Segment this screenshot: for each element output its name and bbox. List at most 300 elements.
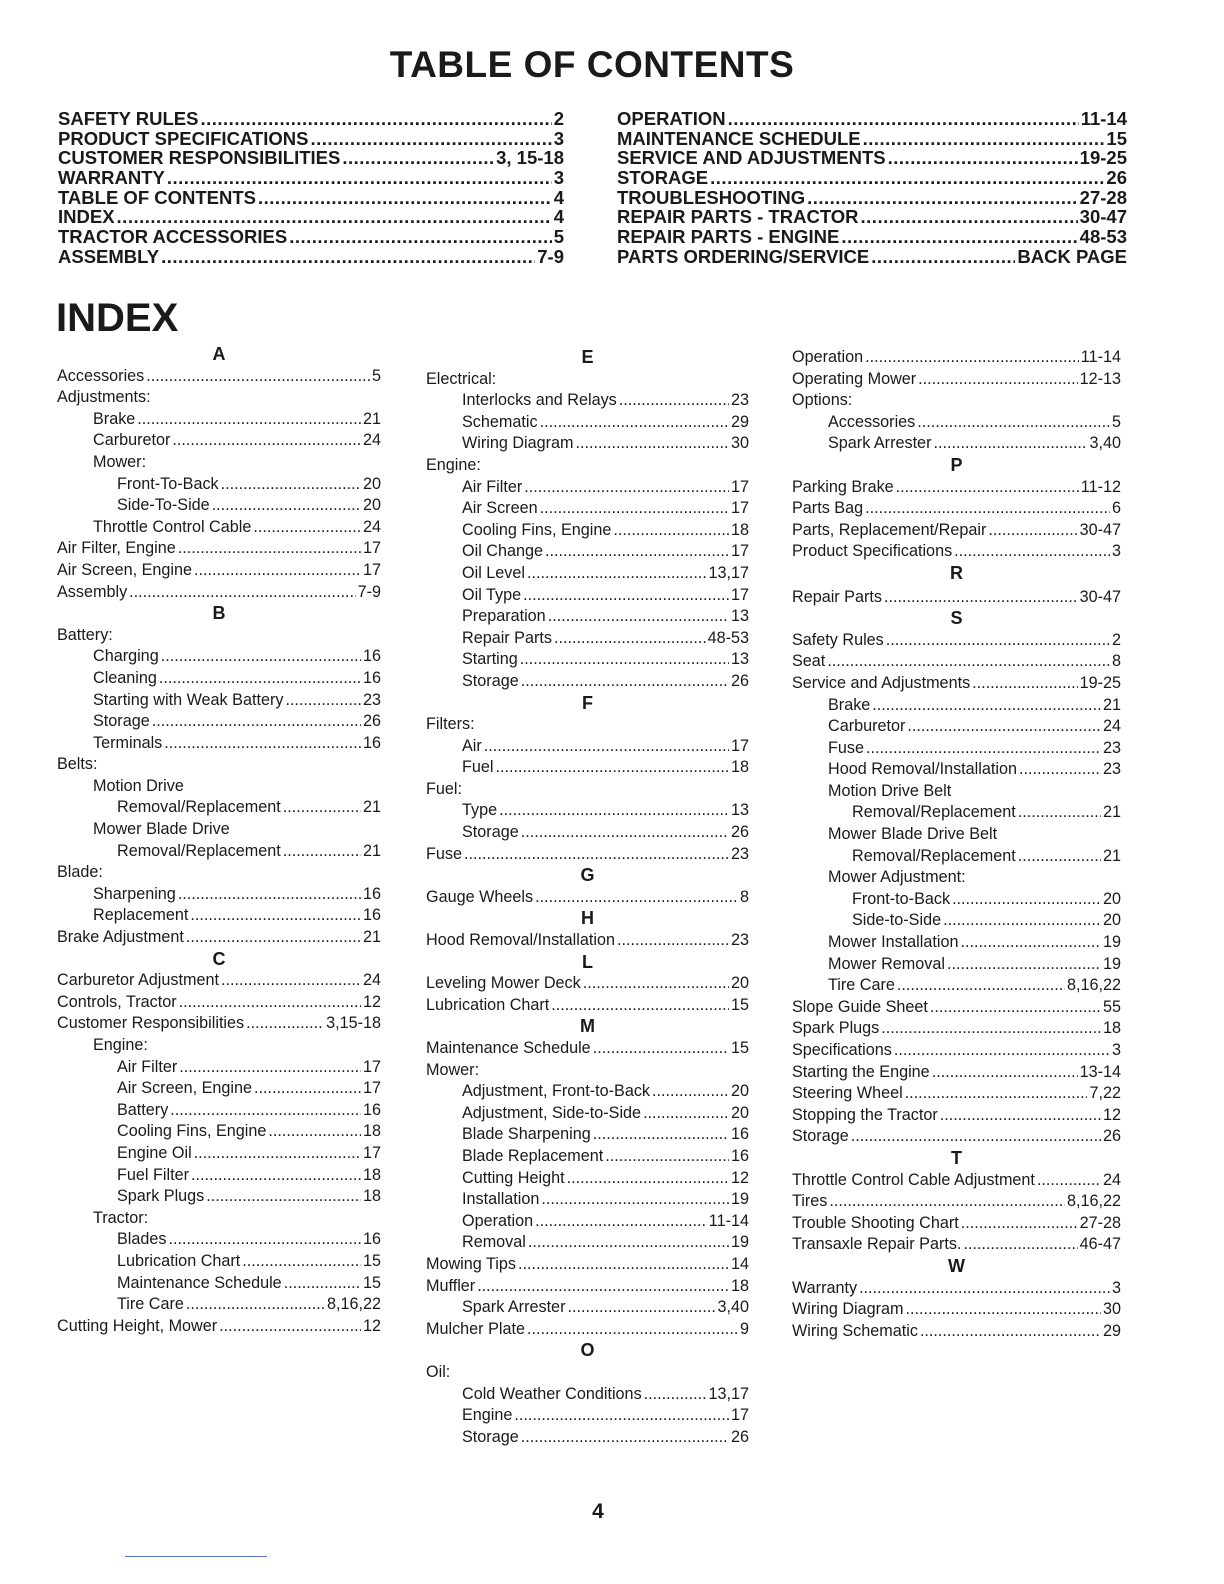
index-entry-label: Schematic [462,412,538,431]
toc-entry [58,207,564,227]
index-entry-page: 24 [1102,1170,1121,1189]
index-entry-page: 16 [362,668,381,687]
index-entry-page: 11-12 [1080,477,1121,496]
index-entry-page: 13 [730,607,749,626]
index-group-heading: Fuel: [426,779,462,798]
index-column-1 [57,344,381,1337]
index-entry-page: 17 [730,542,749,561]
toc-entry [617,227,1127,247]
index-entry-page: 16 [362,906,381,925]
index-entry-page: 20 [1102,889,1121,908]
index-entry-page: 30 [1102,1300,1121,1319]
dot-leader [861,207,1078,227]
index-letter-heading: P [950,454,963,475]
index-entry [57,841,381,863]
dot-leader [253,517,361,539]
index-entry [426,433,749,455]
index-entry-label: Stopping the Tractor [792,1105,938,1124]
index-entry-page: 20 [1102,911,1121,930]
index-entry [792,932,1121,954]
index-entry-label: Blade Sharpening [462,1125,591,1144]
index-group-heading: Mower Adjustment: [828,868,966,887]
index-entry-label: Air Filter [117,1057,178,1076]
index-entry [57,538,381,560]
index-entry-page: 3,40 [1089,434,1121,453]
dot-leader [521,1427,729,1449]
dot-leader [917,412,1110,434]
index-entry-page: 23 [362,690,381,709]
index-entry-label: Service and Adjustments [792,673,971,692]
index-entry-label: Storage [792,1127,849,1146]
index-entry-page: 3 [1111,1278,1121,1297]
index-entry-page: 13 [730,650,749,669]
index-entry-page: 15 [730,995,749,1014]
index-entry [792,738,1121,760]
index-letter-heading: L [582,951,593,972]
index-entry-page: 23 [1102,738,1121,757]
dot-leader [523,585,729,607]
dot-leader [644,1384,707,1406]
dot-leader [1018,802,1101,824]
index-entry [57,366,381,388]
index-entry [57,927,381,949]
index-entry-label: Charging [93,647,159,666]
index-entry [57,646,381,668]
index-entry-page: 21 [362,798,381,817]
index-entry [426,844,749,866]
index-group-heading: Options: [792,391,853,410]
dot-leader [617,930,729,952]
index-group-heading: Motion Drive Belt [828,781,952,800]
index-entry [426,930,749,952]
index-entry-page: 2 [1111,630,1121,649]
toc-entry-label: REPAIR PARTS - ENGINE [617,226,840,248]
index-entry-label: Controls, Tractor [57,992,177,1011]
index-entry-label: Warranty [792,1278,858,1297]
dot-leader [567,1168,729,1190]
index-entry-page: 18 [730,520,749,539]
index-entry-page: 23 [730,391,749,410]
dot-leader [963,1234,1077,1256]
toc-entry [617,109,1127,129]
toc-entry-label: PRODUCT SPECIFICATIONS [58,127,309,149]
index-entry-label: Type [462,801,498,820]
index-entry-label: Transaxle Repair Parts. [792,1235,962,1254]
index-entry-label: Repair Parts [462,628,552,647]
index-entry [426,1211,749,1233]
index-entry [57,711,381,733]
index-entry-label: Replacement [93,906,189,925]
index-group-heading: Battery: [57,625,113,644]
index-entry-label: Fuel [462,758,494,777]
index-entry-page: 21 [1102,803,1121,822]
index-entry-page: 15 [362,1273,381,1292]
index-entry-label: Accessories [57,366,145,385]
dot-leader [619,390,729,412]
index-group-heading: Mower: [93,452,147,471]
index-entry-page: 11-14 [708,1211,749,1230]
index-entry-page: 27-28 [1079,1213,1121,1232]
index-entry-page: 12 [1102,1105,1121,1124]
index-entry [57,582,381,604]
index-entry-label: Air Filter [462,477,523,496]
index-entry-page: 19 [1102,933,1121,952]
toc-right-column [617,109,1127,267]
index-entry-label: Mower Removal [828,954,945,973]
index-entry-label: Brake [93,409,136,428]
dot-leader [212,495,361,517]
index-entry-label: Maintenance Schedule [117,1273,282,1292]
index-entry [426,1427,749,1449]
dot-leader [219,1316,361,1338]
dot-leader [865,498,1110,520]
index-entry [426,800,749,822]
index-entry-label: Wiring Diagram [792,1300,904,1319]
dot-leader [499,800,729,822]
index-entry-page: 17 [730,1406,749,1425]
index-entry-label: Blades [117,1230,167,1249]
index-entry-label: Fuse [426,844,462,863]
index-entry [426,757,749,779]
index-entry-label: Side-To-Side [117,496,210,515]
dot-leader [191,1165,361,1187]
toc-entry-label: OPERATION [617,108,726,129]
dot-leader [643,1103,729,1125]
index-entry [57,517,381,539]
index-entry-label: Air Screen, Engine [57,560,192,579]
index-entry [426,606,749,628]
index-group-heading: Adjustments: [57,388,151,407]
index-entry-page: 5 [1111,412,1121,431]
index-entry-page: 13-14 [1079,1062,1121,1081]
index-entry-page: 24 [362,971,381,990]
index-entry [57,1057,381,1079]
toc-entry-page: 11-14 [1080,108,1127,129]
index-letter-heading: E [581,347,594,367]
dot-leader [954,541,1110,563]
dot-leader [514,1405,729,1427]
dot-leader [194,560,361,582]
index-entry-page: 12 [362,1316,381,1335]
index-entry-page: 17 [730,499,749,518]
dot-leader [129,582,355,604]
dot-leader [178,884,361,906]
index-group-heading: Filters: [426,715,475,734]
index-entry-label: Removal/Replacement [852,803,1016,822]
toc-entry [58,227,564,247]
index-entry-label: Removal/Replacement [117,841,281,860]
index-group-heading: Oil: [426,1362,451,1381]
dot-leader [179,992,361,1014]
dot-leader [920,1321,1101,1343]
index-entry-label: Assembly [57,582,128,601]
index-entry [57,992,381,1014]
index-title: INDEX [56,296,179,340]
index-entry-page: 23 [1102,760,1121,779]
dot-leader [896,477,1079,499]
page-number: 4 [592,1500,604,1523]
toc-entry-page: 27-28 [1079,186,1127,208]
dot-leader [285,690,361,712]
index-entry [792,975,1121,997]
index-entry-label: Customer Responsibilities [57,1014,245,1033]
toc-left-column [58,109,564,267]
index-entry [426,1276,749,1298]
index-entry-label: Oil Type [462,585,522,604]
dot-leader [521,671,729,693]
dot-leader [894,1040,1110,1062]
index-entry [426,563,749,585]
index-entry [792,477,1121,499]
dot-leader [593,1124,729,1146]
toc-entry-page: 15 [1106,127,1127,149]
dot-leader [464,844,729,866]
index-entry-page: 8,16,22 [1066,1192,1121,1211]
dot-leader [520,649,729,671]
dot-leader [179,1057,361,1079]
index-entry-label: Parking Brake [792,477,894,496]
toc-entry [58,129,564,149]
index-entry-page: 12 [362,992,381,1011]
dot-leader [527,563,707,585]
dot-leader [918,369,1077,391]
index-letter-heading: H [581,908,594,929]
toc-entry-page: 26 [1106,167,1127,189]
dot-leader [170,1100,361,1122]
index-entry-page: 26 [362,712,381,731]
dot-leader [851,1126,1101,1148]
toc-entry [617,207,1127,227]
dot-leader [988,520,1077,542]
dot-leader [865,347,1079,369]
index-entry [792,1062,1121,1084]
dot-leader [807,188,1078,208]
toc-entry-label: STORAGE [617,167,709,189]
dot-leader [527,1319,738,1341]
index-entry [57,409,381,431]
index-entry-label: Spark Plugs [117,1187,205,1206]
index-entry [792,889,1121,911]
index-group-heading: Engine: [93,1036,148,1054]
dot-leader [477,1276,729,1298]
index-entry-page: 11-14 [1080,348,1121,366]
toc-entry [617,188,1127,208]
index-entry [792,997,1121,1019]
index-entry [792,802,1121,824]
index-entry-label: Wiring Diagram [462,434,574,453]
index-entry-label: Muffler [426,1276,476,1295]
index-entry [792,1213,1121,1235]
index-entry-label: Cleaning [93,668,157,687]
dot-leader [524,477,729,499]
index-entry [792,1299,1121,1321]
index-entry [792,498,1121,520]
dot-leader [496,757,729,779]
dot-leader [866,738,1101,760]
dot-leader [1018,846,1101,868]
dot-leader [888,148,1078,168]
index-entry [426,1038,749,1060]
index-entry-label: Safety Rules [792,630,884,649]
index-entry-label: Interlocks and Relays [462,391,617,410]
dot-leader [886,630,1110,652]
index-entry-page: 3 [1111,1041,1121,1059]
index-entry-label: Throttle Control Cable [93,517,252,536]
index-entry-page: 19 [1102,954,1121,973]
toc-entry-label: REPAIR PARTS - TRACTOR [617,206,859,228]
index-entry-page: 7-9 [357,582,381,601]
dot-leader [829,1191,1065,1213]
index-group-heading: Mower: [426,1060,480,1079]
dot-leader [540,498,729,520]
index-entry [426,1384,749,1406]
index-entry-label: Fuse [828,738,864,757]
toc-entry-page: 4 [553,206,564,228]
index-entry-label: Sharpening [93,884,176,903]
index-entry-page: 24 [362,517,381,536]
index-entry-page: 17 [730,736,749,755]
dot-leader [246,1013,324,1035]
index-entry-page: 18 [1102,1019,1121,1038]
dot-leader [310,129,551,149]
index-entry [57,495,381,517]
toc-entry [58,109,564,129]
index-entry-label: Tires [792,1192,828,1211]
dot-leader [283,797,361,819]
dot-leader [161,646,361,668]
index-entry-label: Operating Mower [792,369,917,388]
dot-leader [535,1211,707,1233]
dot-leader [283,841,361,863]
dot-leader [930,997,1101,1019]
index-entry-label: Operation [462,1211,534,1230]
index-entry-page: 16 [730,1125,749,1144]
index-entry [57,1121,381,1143]
index-entry-page: 21 [1102,695,1121,714]
index-letter-heading: B [212,603,226,624]
index-entry-page: 26 [730,671,749,690]
index-entry-page: 20 [730,1082,749,1101]
dot-leader [1037,1170,1101,1192]
dot-leader [576,433,729,455]
dot-leader [952,889,1101,911]
index-entry-label: Carburetor [828,717,906,736]
index-entry-page: 14 [730,1254,749,1273]
index-entry-label: Installation [462,1190,540,1209]
index-entry-label: Battery [117,1100,169,1119]
index-entry [57,1229,381,1251]
index-entry-page: 24 [362,431,381,450]
toc-entry [58,247,564,267]
dot-leader [159,668,361,690]
index-entry [792,1278,1121,1300]
dot-leader [484,736,729,758]
index-entry-label: Slope Guide Sheet [792,997,928,1016]
index-entry [792,1083,1121,1105]
index-entry [57,1165,381,1187]
index-entry [792,433,1121,455]
index-entry [792,541,1121,563]
bottom-rule [125,1556,267,1557]
index-entry [792,695,1121,717]
index-entry-page: 16 [362,884,381,903]
dot-leader [200,109,551,129]
index-entry [426,520,749,542]
toc-entry-page: 30-47 [1079,206,1127,228]
index-entry [426,541,749,563]
index-entry-label: Front-To-Back [117,474,219,493]
index-entry-label: Engine Oil [117,1143,192,1162]
index-entry-page: 24 [1102,717,1121,736]
index-entry-page: 12 [730,1168,749,1187]
index-entry [792,1191,1121,1213]
index-group-heading: Electrical: [426,369,497,388]
index-entry [57,474,381,496]
dot-leader [152,711,361,733]
index-entry-page: 30 [730,434,749,453]
index-entry-page: 8 [739,887,749,906]
toc-entry-page: 2 [553,108,564,129]
index-entry-label: Maintenance Schedule [426,1039,591,1057]
dot-leader [242,1251,361,1273]
dot-leader [1019,759,1101,781]
index-entry-label: Side-to-Side [852,911,942,930]
index-entry-label: Steering Wheel [792,1084,903,1103]
dot-leader [254,1078,361,1100]
index-entry-label: Mowing Tips [426,1254,516,1273]
index-entry-page: 16 [362,647,381,666]
dot-leader [961,1213,1078,1235]
index-entry [57,1013,381,1035]
index-entry-label: Carburetor Adjustment [57,971,219,990]
index-entry-label: Mulcher Plate [426,1319,525,1338]
index-entry-label: Spark Arrester [462,1298,566,1317]
index-entry [57,1078,381,1100]
dot-leader [206,1186,361,1208]
dot-leader [881,1018,1101,1040]
index-entry-label: Specifications [792,1041,892,1059]
index-entry [792,1018,1121,1040]
index-entry-label: Hood Removal/Installation [426,931,615,950]
toc-entry [58,148,564,168]
index-entry [792,1126,1121,1148]
dot-leader [710,168,1104,188]
dot-leader [540,412,729,434]
dot-leader [906,1299,1101,1321]
index-entry-label: Oil Level [462,563,525,582]
index-entry [792,347,1121,369]
index-letter-heading: G [580,865,595,886]
dot-leader [613,520,729,542]
index-entry-label: Seat [792,652,826,671]
dot-leader [172,430,361,452]
index-entry [57,1251,381,1273]
index-entry [792,630,1121,652]
index-entry-label: Removal [462,1233,526,1252]
toc-entry [617,148,1127,168]
dot-leader [284,1273,361,1295]
index-entry [57,884,381,906]
dot-leader [167,168,552,188]
dot-leader [186,1294,325,1316]
dot-leader [169,1229,361,1251]
index-entry-page: 19 [730,1190,749,1209]
dot-leader [545,541,729,563]
index-entry [426,822,749,844]
toc-entry-page: 3 [553,127,564,149]
index-entry-label: Engine [462,1406,513,1425]
index-entry [792,1105,1121,1127]
